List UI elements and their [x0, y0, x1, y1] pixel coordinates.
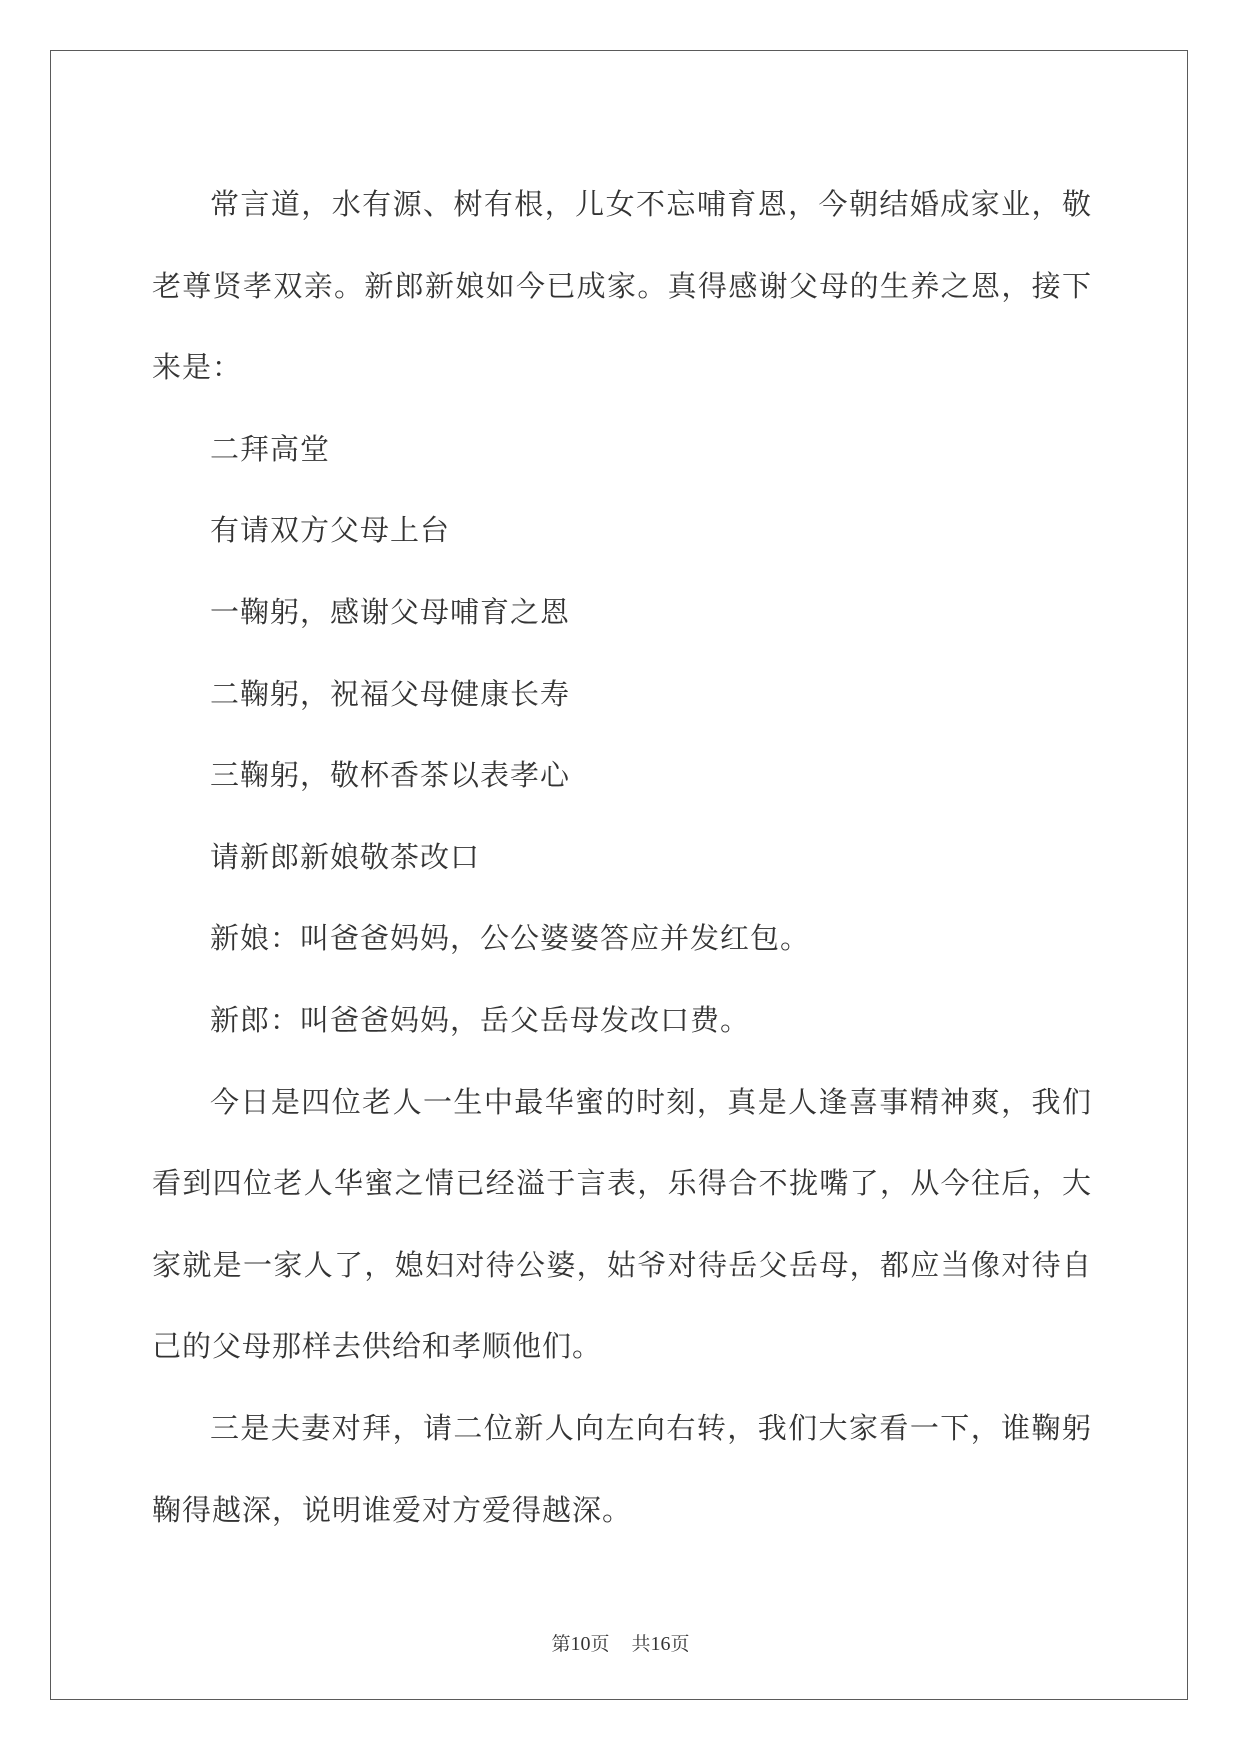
- paragraph: 请新郎新娘敬茶改口: [210, 839, 481, 874]
- paragraph: 今日是四位老人一生中最华蜜的时刻，真是人逢喜事精神爽，我们看到四位老人华蜜之情已经溢于言表，乐得合不拢嘴了，从今往后，大家就是一家人了，媳妇对待公婆，姑爷对待岳父岳母，都应当像对待自己的父母那样去供给和孝顺他们。: [152, 1084, 1092, 1364]
- paragraph: 二拜高堂: [210, 431, 331, 466]
- paragraph: 新郎：叫爸爸妈妈，岳父岳母发改口费。: [210, 1002, 751, 1037]
- total-suffix: 页: [670, 1633, 690, 1655]
- total-prefix: 共: [631, 1633, 651, 1655]
- paragraph: 三鞠躬，敬杯香茶以表孝心: [210, 758, 571, 793]
- paragraph: 新娘：叫爸爸妈妈，公公婆婆答应并发红包。: [210, 921, 811, 956]
- paragraph: 有请双方父母上台: [210, 513, 451, 548]
- paragraph: 三是夫妻对拜，请二位新人向左向右转，我们大家看一下，谁鞠躬鞠得越深，说明谁爱对方爱得越深。: [152, 1410, 1092, 1527]
- page-suffix: 页: [590, 1633, 610, 1655]
- paragraph: 常言道，水有源、树有根，儿女不忘哺育恩，今朝结婚成家业，敬老尊贤孝双亲。新郎新娘如今已成家。真得感谢父母的生养之恩，接下来是：: [152, 187, 1092, 385]
- page-footer: [0, 1629, 1241, 1656]
- current-page-number: 10: [570, 1633, 591, 1655]
- paragraph: 一鞠躬，感谢父母哺育之恩: [210, 594, 571, 629]
- total-pages-number: 16: [650, 1633, 671, 1655]
- document-body: [152, 164, 1092, 1551]
- paragraph: 二鞠躬，祝福父母健康长寿: [210, 676, 571, 711]
- page-prefix: 第: [551, 1633, 571, 1655]
